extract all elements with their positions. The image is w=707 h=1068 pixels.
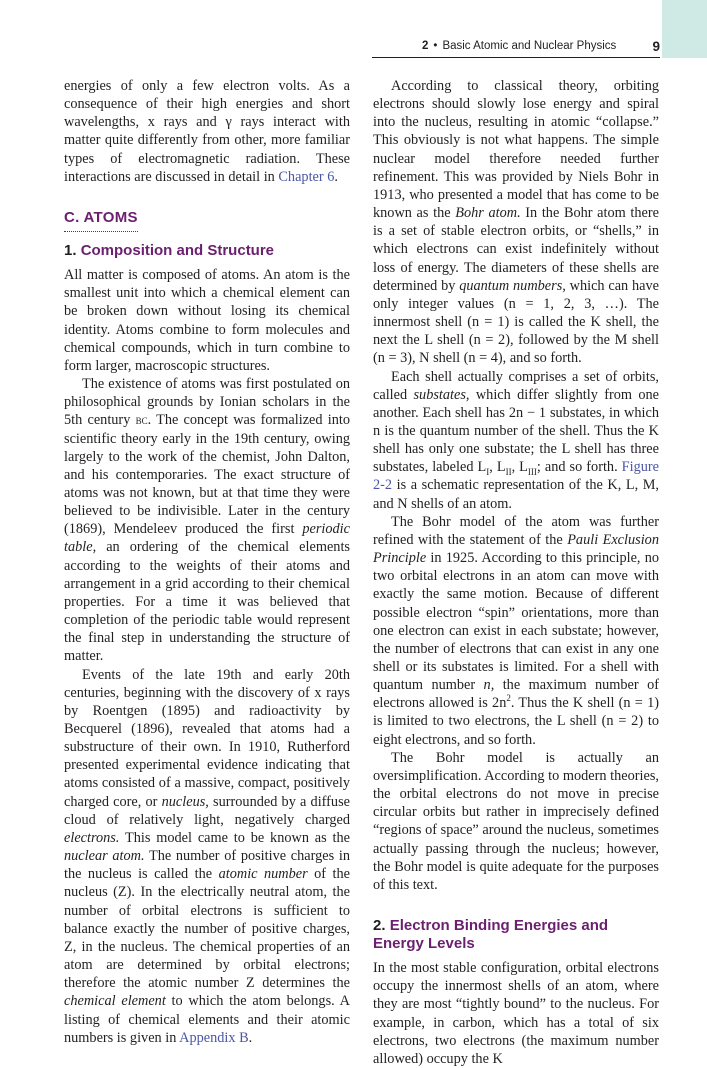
paragraph-stable-configuration: In the most stable configuration, orbital electrons occupy the innermost shells of an atom, where they are most “tightly bound” to the nucleus. For example, in carbon, which has a total of six electrons, two electrons (the maximum number allowed) occupy the K — [373, 960, 659, 1067]
paragraph-pauli: The Bohr model of the atom was further refined with the statement of the Pauli Exclusion Principle in 1925. According to this principle, no two orbital electrons in an atom can move with exactly the same motion. Because of different possible electron “spin” orientations, more than one electron can exist in each substate; however, the number of electrons that can exist in any one shell or its substates is limited. For a shell with quantum number n, the maximum number of electrons allowed is $2n^2$. Thus the K shell (n = 1) is limited to two electrons, the L shell (n = 2) to eight electrons, and so forth. — [373, 513, 659, 748]
subsection-heading-composition: 1. Composition and Structure — [64, 242, 275, 260]
header-rule — [372, 57, 660, 58]
intro-paragraph: energies of only a few electron volts. As a consequence of their high energies and short wavelengths, x rays and γ rays interact with matter quite differently from other, more familiar types of electromagnetic radiation. These interactions are discussed in detail in Chapter 6. — [64, 78, 350, 185]
paragraph-classical-theory: According to classical theory, orbiting electrons should slowly lose energy and spiral into the nucleus, resulting in atomic “collapse.” This obviously is not what happens. The simple nuclear model therefore needed further refinement. This was provided by Niels Bohr in 1913, who presented a model that has come to be known as the Bohr atom. In the Bohr atom there is a set of stable electron orbits, or “shells,” in which electrons can exist indefinitely without loss of energy. The diameters of these shells are determined by quantum numbers, which can have only integer values (n = 1, 2, 3, …). The innermost shell (n = 1) is called the K shell, the next the L shell (n = 2), followed by the M shell (n = 3), N shell (n = 4), and so forth. — [373, 78, 659, 367]
chapter-title: Basic Atomic and Nuclear Physics — [442, 40, 617, 52]
paragraph-events: Events of the late 19th and early 20th centuries, beginning with the discovery of x rays by Roentgen (1895) and radioactivity by Becquerel (1896), revealed that atoms had a substructure of their own. In 1910, Rutherford presented experimental evidence indicating that atoms consisted of a massive, compact, positively charged core, or nucleus, surrounded by a diffuse cloud of relatively light, negatively charged electrons. This model came to be known as the nuclear atom. The number of positive charges in the nucleus is called the atomic number of the nucleus (Z). In the electrically neutral atom, the number of orbital electrons is sufficient to balance exactly the number of positive charges, Z, in the nucleus. The chemical properties of an atom are determined by orbital electrons; therefore the atomic number Z determines the chemical element to which the atom belongs. A listing of chemical elements and their atomic numbers is given in Appendix B. — [64, 666, 350, 1046]
paragraph-matter: All matter is composed of atoms. An atom is the smallest unit into which a chemical element can be broken down without losing its chemical identity. Atoms combine to form molecules and chemical compounds, which in turn combine to form larger, macroscopic structures. — [64, 267, 350, 374]
figure-2-2-link[interactable]: Figure 2-2 — [373, 459, 659, 494]
chapter-number: 2 — [422, 40, 429, 52]
subsection-heading-binding-energies: 2. Electron Binding Energies and Energy Levels — [373, 917, 609, 953]
page-edge-tab — [662, 0, 707, 58]
right-column — [373, 77, 659, 1068]
appendix-b-link[interactable]: Appendix B — [179, 1029, 249, 1046]
section-dotted-rule — [64, 231, 138, 232]
chapter-6-link[interactable]: Chapter 6 — [278, 168, 335, 185]
paragraph-substates: Each shell actually comprises a set of orbits, called substates, which differ slightly from one another. Each shell has 2n − 1 substates, in which n is the quantum number of the shell. Thus the K shell has only one substate; the L shell has three substates, labeled $L_I$, $L_{II}$, $L_{III}$; and so forth. Figure 2-2 is a schematic representation of the K, L, M, and N shells of an atom. — [373, 368, 659, 512]
paragraph-existence: The existence of atoms was first postulated on philosophical grounds by Ionian scholars in the 5th century bc. The concept was formalized into scientific theory early in the 19th century, owing largely to the work of the chemist, John Dalton, and his contemporaries. The exact structure of atoms was not known, but at that time they were believed to be indivisible. Later in the century (1869), Mendeleev produced the first periodic table, an ordering of the chemical elements according to the weights of their atoms and arrangement in a grid according to their chemical properties. For a time it was believed that completion of the periodic table would represent the final step in understanding the structure of matter. — [64, 376, 351, 665]
separator-bullet: • — [433, 40, 438, 52]
left-column — [64, 77, 350, 1047]
page-number: 9 — [652, 38, 660, 54]
paragraph-bohr-oversimplification: The Bohr model is actually an oversimplification. According to modern theories, the orbital electrons do not move in precise circular orbits but rather in imprecisely defined “regions of space” around the nucleus, sometimes actually passing through the nucleus; however, the Bohr model is quite adequate for the purposes of this text. — [373, 749, 659, 893]
section-heading-atoms: C. ATOMS — [64, 208, 138, 226]
running-head — [422, 37, 660, 55]
